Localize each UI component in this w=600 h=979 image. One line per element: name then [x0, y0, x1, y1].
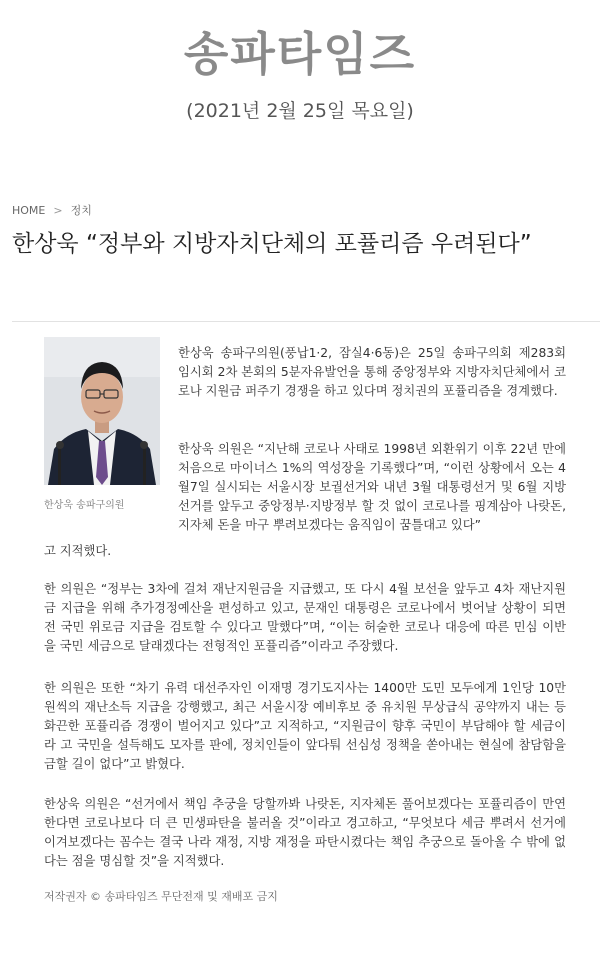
newspaper-masthead: 송파타임즈 [183, 27, 417, 81]
article-paragraph-1: 한상욱 송파구의원(풍납1·2, 잠실4·6동)은 25일 송파구의회 제283회 임시회 2차 본회의 5분자유발언을 통해 중앙정부와 지방자치단체에서 코로나 지원금 퍼주기 경쟁을 하고 있다며 정치권의 포퓰리즘을 경계했다. [178, 346, 566, 398]
article-paragraph-4: 한 의원은 또한 “차기 유력 대선주자인 이재명 경기도지사는 1400만 도민 모두에게 1인당 10만원씩의 재난소득 지급을 강행했고, 최근 서울시장 예비후보 중 유치원 무상급식 공약까지 내는 등 화끈한 포퓰리즘 경쟁이 벌어지고 있다”고 지적하고, “지원금이 향후 국민이 부담해야 할 세금이라 고 국민을 설득해도 모자를 판에, 정치인들이 앞다퉈 선심성 정책을 쏟아내는 현실에 참담함을 금할 길이 없다”고 밝혔다. [44, 681, 566, 771]
portrait-illustration [44, 337, 160, 485]
publication-date: (2021년 2월 25일 목요일) [186, 100, 414, 122]
article-paragraph-5: 한상욱 의원은 “선거에서 책임 추궁을 당할까봐 나랏돈, 지자체돈 풀어보겠다는 포퓰리즘이 만연한다면 코로나보다 더 큰 민생파탄을 불러올 것”이라고 경고하고, “무엇보다 세금 뿌려서 선거에 이겨보겠다는 꼼수는 결국 나라 재정, 지방 재정을 파탄시켰다는 책임 추궁으로 돌아올 수 밖에 없다는 점을 명심할 것”을 지적했다. [44, 797, 566, 868]
councilor-portrait-photo [44, 337, 160, 485]
article-paragraph-2: 한상욱 의원은 “지난해 코로나 사태로 1998년 외환위기 이후 22년 만에 처음으로 마이너스 1%의 역성장을 기록했다”며, “이런 상황에서 오는 4월7일 실시되는 서울시장 보궐선거와 내년 3월 대통령선거 및 6월 지방선거를 앞두고 중앙정부·지방정부 할 것 없이 코로나를 핑계삼아 나랏돈, 지자체 돈을 마구 뿌려보겠다는 움직임이 꿈틀대고 있다” [178, 442, 566, 532]
breadcrumb-home-link[interactable]: HOME [12, 204, 46, 217]
breadcrumb [12, 202, 92, 218]
article-paragraph-3: 한 의원은 “정부는 3차에 걸쳐 재난지원금을 지급했고, 또 다시 4월 보선을 앞두고 4차 재난지원금 지급을 위해 추가경정예산을 편성하고 있고, 문재인 대통령은 코로나에서 벗어날 상황이 되면 전 국민 위로금 지급을 검토할 수 있다고 말했다”며, “이는 허술한 코로나 대응에 따른 민심 이반을 국민 세금으로 달래겠다는 전형적인 포퓰리즘”이라고 주장했다. [44, 582, 566, 653]
copyright-notice: 저작권자 © 송파타임즈 무단전재 및 재배포 금지 [44, 890, 278, 903]
breadcrumb-chevron-icon: > [53, 204, 63, 217]
headline-divider [12, 321, 600, 322]
breadcrumb-section-link[interactable]: 정치 [70, 204, 92, 217]
photo-caption: 한상욱 송파구의원 [44, 500, 125, 511]
article-paragraph-2-continued: 고 지적했다. [44, 544, 112, 558]
article-headline: 한상욱 “정부와 지방자치단체의 포퓰리즘 우려된다” [12, 231, 532, 257]
